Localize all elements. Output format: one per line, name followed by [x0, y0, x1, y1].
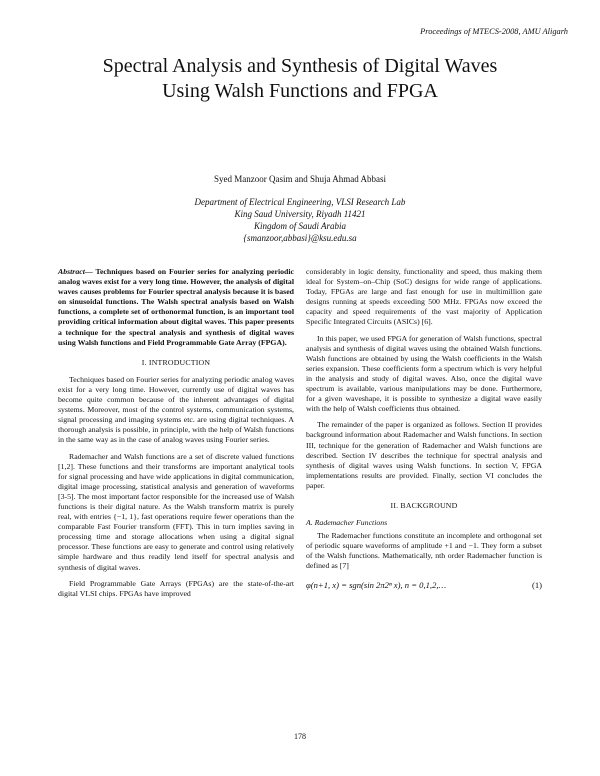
authors: Syed Manzoor Qasim and Shuja Ahmad Abbasi — [214, 174, 386, 184]
right-column — [306, 267, 542, 590]
affiliation-department: Department of Electrical Engineering, VLSI Research Lab — [194, 197, 406, 207]
intro-paragraph-4: In this paper, we used FPGA for generation of Walsh functions, spectral analysis and synthesis of digital waves using the obtained Walsh functions. Walsh functions are obtained by using the Walsh coefficients in the Walsh series expansion. These coefficients form a spectrum which is very helpful in the analysis and study of digital waves. Also, once the digital wave spectrum is available, various manipulations may be done. Furthermore, for a given waveshape, it is possible to synthesize a digital wave easily with the help of Walsh coefficients thus obtained. — [306, 333, 542, 414]
abstract-lead: Abstract — [58, 267, 85, 276]
equation-number: (1) — [531, 579, 542, 590]
equation-body: φ(n+1, x) = sgn(sin 2π2ⁿ x), n = 0,1,2,… — [306, 579, 447, 590]
section-heading-introduction: I. INTRODUCTION — [141, 357, 211, 367]
affiliation-country: Kingdom of Saudi Arabia — [253, 221, 347, 231]
intro-paragraph-3: Field Programmable Gate Arrays (FPGAs) are the state-of-the-art digital VLSI chips. FPGAs have improved — [58, 578, 294, 598]
intro-paragraph-2: Rademacher and Walsh functions are a set of discrete valued functions [1,2]. These functions and their transforms are important analytical tools for signal processing and have wide applications in digital communication, digital image processing, statistical analysis and generation of waveforms [3-5]. The most important factor responsible for the increased use of Walsh functions is their digital nature. As the Walsh transform matrix is purely real, with entries {−1, 1}, fast operations require fewer operations than the comparable Fast Fourier transform (FFT). This in turn implies saving in processing time and storage allocations when using a digital signal processor. These functions are easy to generate and control using relatively simple hardware and thus readily lend itself for spectral analysis and synthesis of digital waves. — [58, 451, 294, 572]
abstract — [58, 267, 294, 348]
abstract-body: — Techniques based on Fourier series for analyzing periodic analog waves exist for a very long time. However, the analysis of digital waves causes problems for Fourier spectral analysis because it is based on sinusoidal functions. The Walsh spectral analysis based on Walsh functions, a complete set of orthonormal function, is an important tool providing critical information about digital waves. This paper presents a technique for the spectral analysis and synthesis of digital waves using Walsh functions and Field Programmable Gate Array (FPGA). — [58, 267, 294, 347]
title-line-2: Using Walsh Functions and FPGA — [162, 80, 438, 102]
title-line-1: Spectral Analysis and Synthesis of Digital Waves — [102, 55, 498, 77]
paper-title — [30, 54, 570, 104]
intro-paragraph-1: Techniques based on Fourier series for analyzing periodic analog waves exist for a very long time. However, currently use of digital waves has become quite common because of the inherent advantages of digital systems. Moreover, most of the control systems, communication systems, signal processing and imaging systems etc. are using digital techniques. A thorough analysis is possible, in principle, with the help of Walsh functions in the same way as in the case of analog waves using Fourier series. — [58, 374, 294, 445]
page-number: 178 — [294, 732, 306, 741]
affiliation-university: King Saud University, Riyadh 11421 — [234, 209, 366, 219]
conference-header: Proceedings of MTECS-2008, AMU Aligarh — [420, 27, 568, 36]
rademacher-paragraph: The Rademacher functions constitute an incomplete and orthogonal set of periodic square waveforms of amplitude +1 and −1. They form a subset of the Walsh functions. Mathematically, nth order Rademacher function is defined as [7] — [306, 531, 542, 571]
equation-1 — [306, 580, 542, 590]
affiliation-email: {smanzoor,abbasi}@ksu.edu.sa — [243, 233, 357, 243]
section-heading-background: II. BACKGROUND — [390, 500, 458, 510]
left-column — [58, 267, 294, 605]
intro-paragraph-continued: considerably in logic density, functionality and speed, thus making them ideal for System–on–Chip (SoC) designs for wide range of applications. Today, FPGAs are large and fast enough for use in multimillion gate designs running at speeds exceeding 500 MHz. FPGAs now exceed the capacity and speed requirements of the vast majority of Application Specific Integrated Circuits (ASICs) [6]. — [306, 267, 542, 327]
affiliation — [0, 196, 600, 244]
intro-paragraph-5: The remainder of the paper is organized as follows. Section II provides background information about Rademacher and Walsh functions. In section III, technique for the generation of Rademacher and Walsh functions are described. Section IV describes the technique for spectral analysis and synthesis of digital waves using Walsh functions. In section V, FPGA implementations results are provided. Finally, section VI concludes the paper. — [306, 420, 542, 490]
subsection-heading-rademacher: A. Rademacher Functions — [306, 518, 388, 528]
